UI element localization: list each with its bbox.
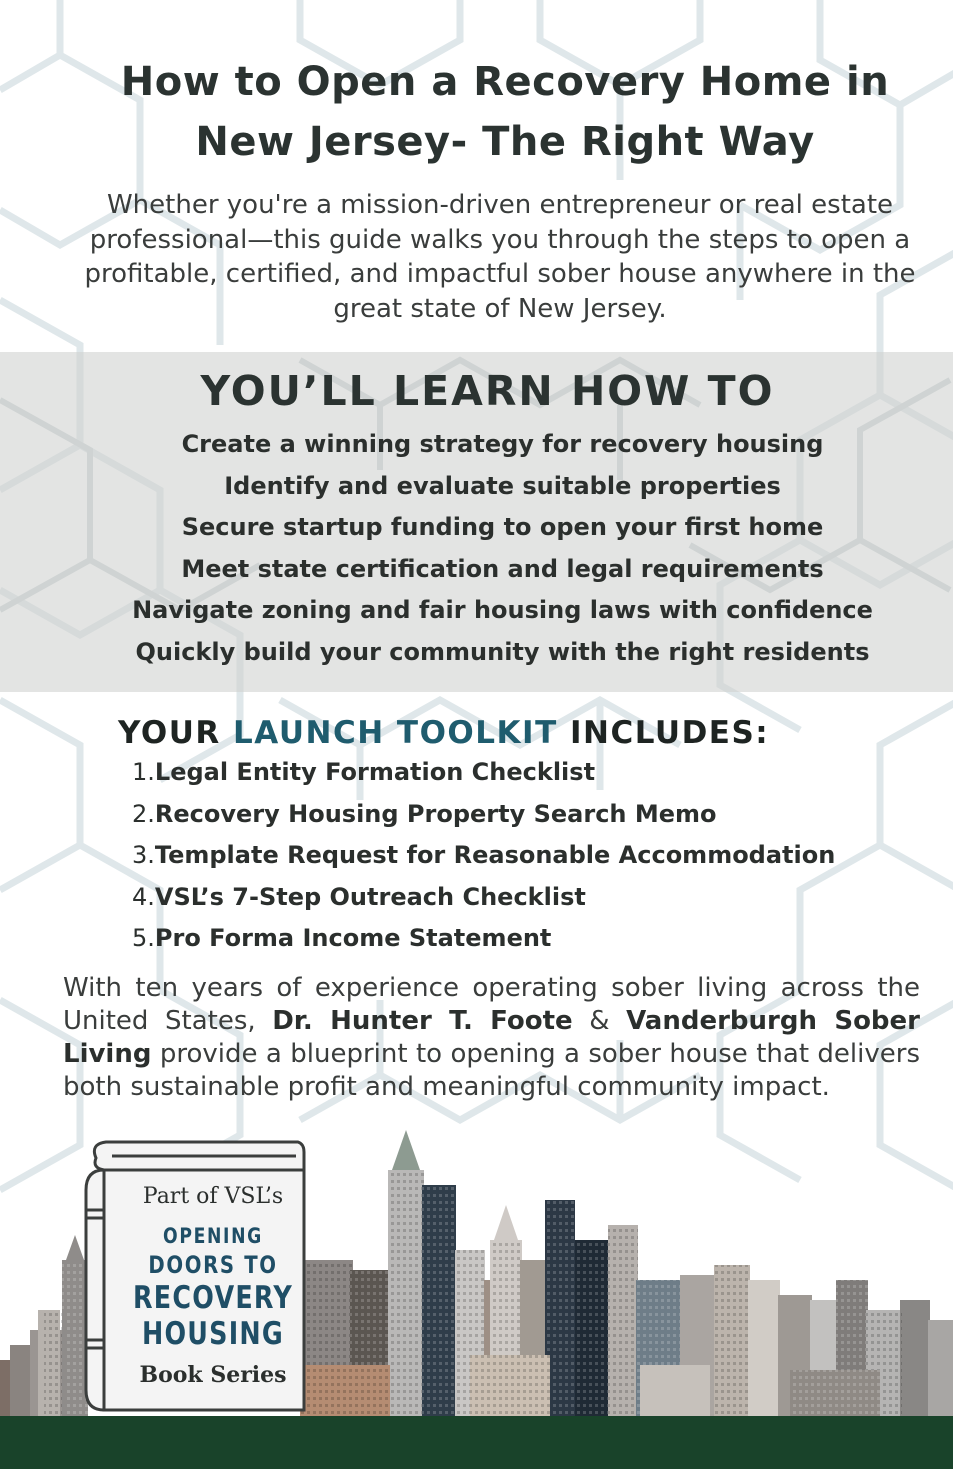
toolkit-heading-pre: YOUR [118,715,234,751]
toolkit-heading-post: INCLUDES: [557,715,770,751]
author-name: Dr. Hunter T. Foote [272,1006,573,1036]
toolkit-item-number: 1. [132,758,155,786]
footer-bar [0,1416,953,1469]
toolkit-item [132,835,932,877]
book-series-suffix: Book Series [139,1362,287,1388]
intro-paragraph: Whether you're a mission-driven entrepreneur or real estate professional—this guide walks you through the steps to open a profitable, certified, and impactful sober house anywhere in the great state of New Jersey. [84,190,916,324]
learn-item: Meet state certification and legal requirements [181,554,824,583]
page-title [60,52,950,172]
toolkit-list [132,752,932,960]
book-series-title-1: OPENING [163,1224,263,1248]
toolkit-item-text: Legal Entity Formation Checklist [154,758,596,786]
organization-name: Vanderburgh Sober Living [63,1006,920,1069]
toolkit-item [132,877,932,919]
toolkit-item [132,752,932,794]
learn-item: Identify and evaluate suitable properties [224,471,781,500]
learn-item: Create a winning strategy for recovery housing [181,430,824,458]
toolkit-item-text: Template Request for Reasonable Accommodation [154,841,836,869]
toolkit-item-number: 4. [132,882,155,911]
book-series-title-4: HOUSING [141,1316,285,1352]
toolkit-item [132,794,932,836]
learn-item: Quickly build your community with the right residents [135,637,870,666]
toolkit-item-text: VSL’s 7-Step Outreach Checklist [154,882,586,911]
book-series-title-3: RECOVERY [132,1280,293,1316]
closing-part-2: provide a blueprint to opening a sober house that delivers both sustainable profit and meaningful community impact. [63,1039,920,1102]
book-series-title-2: DOORS TO [148,1251,278,1279]
toolkit-item-number: 3. [132,841,155,869]
toolkit-item [132,918,932,960]
learn-list [0,424,953,673]
closing-part-1: With ten years of experience operating sober living across the United States, [63,973,920,1036]
learn-item: Secure startup funding to open your first home [181,513,824,541]
learn-item: Navigate zoning and fair housing laws with confidence [132,596,873,624]
toolkit-item-number: 5. [132,924,155,952]
title-line-1: How to Open a Recovery Home in [120,59,890,105]
book-series-prefix: Part of VSL’s [142,1184,284,1209]
closing-ampersand: & [572,1006,627,1036]
toolkit-item-number: 2. [132,799,155,828]
toolkit-heading-accent: LAUNCH TOOLKIT [233,715,558,751]
toolkit-item-text: Recovery Housing Property Search Memo [154,799,717,828]
learn-heading: YOU’LL LEARN HOW TO [200,367,775,415]
title-line-2: New Jersey- The Right Way [195,119,815,165]
book-cover-text [103,1180,323,1392]
toolkit-heading [118,712,918,754]
closing-paragraph [63,972,920,1104]
toolkit-item-text: Pro Forma Income Statement [154,924,552,952]
